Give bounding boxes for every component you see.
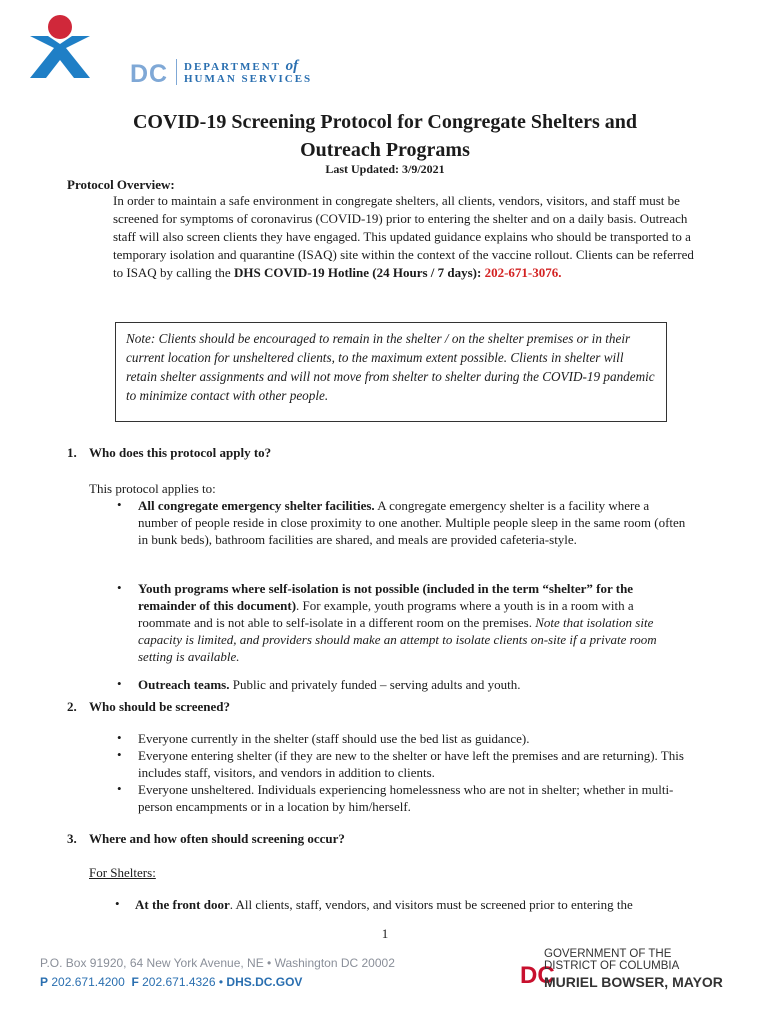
list-item: Outreach teams. Public and privately funded – serving adults and youth. xyxy=(138,677,521,692)
hotline-number[interactable]: 202-671-3076. xyxy=(484,265,562,280)
shelters-subheading: For Shelters: xyxy=(89,865,156,880)
agency-divider xyxy=(176,59,177,85)
overview-heading: Protocol Overview: xyxy=(67,177,175,192)
agency-dc-mark: DC xyxy=(130,60,169,88)
gov-dc-mark: DC xyxy=(520,962,555,989)
dc-government-logo xyxy=(520,948,740,992)
footer-website-link[interactable]: DHS.DC.GOV xyxy=(226,975,303,989)
agency-line1: DEPARTMENT of xyxy=(184,58,299,74)
bullet-icon: • xyxy=(117,747,122,762)
bullet-icon: • xyxy=(117,781,122,796)
page-number: 1 xyxy=(381,926,389,941)
section1-heading: 1. Who does this protocol apply to? xyxy=(67,445,272,460)
gov-line1: GOVERNMENT OF THE xyxy=(544,948,672,960)
section1-intro: This protocol applies to: xyxy=(89,481,216,496)
dhs-logo-icon xyxy=(28,14,92,80)
last-updated: Last Updated: 3/9/2021 xyxy=(325,162,445,176)
note-box: Note: Clients should be encouraged to remain in the shelter / on the shelter premises or in their current location for unsheltered clients, to the maximum extent possible. Clients in shelter will retain shelter assignments and will not move from shelter to shelter during the COVID-19 pandemic to minimize contact with other people. xyxy=(115,322,667,422)
section3-heading: 3. Where and how often should screening occur? xyxy=(67,831,345,846)
bullet-icon: • xyxy=(117,497,122,512)
agency-wordmark xyxy=(100,58,340,88)
page-title: COVID-19 Screening Protocol for Congregate Shelters and Outreach Programs xyxy=(132,111,638,161)
section2-heading: 2. Who should be screened? xyxy=(67,699,230,714)
list-item: At the front door. All clients, staff, vendors, and visitors must be screened prior to entering the xyxy=(135,897,633,912)
bullet-icon: • xyxy=(117,676,122,691)
list-item: Everyone entering shelter (if they are new to the shelter or have left the premises and are returning). This includes staff, visitors, and vendors in addition to clients. xyxy=(138,748,684,780)
footer-contact: P 202.671.4200 F 202.671.4326 • DHS.DC.GOV xyxy=(40,975,303,989)
list-item: Youth programs where self-isolation is not possible (included in the term “shelter” for the remainder of this document). For example, youth programs where a youth is in a room with a roommate and is not able to self-isolate in a different room on the premises. Note that isolation site capacity is limited, and providers should make an attempt to isolate clients on-site if a private room setting is available. xyxy=(138,581,657,664)
bullet-icon: • xyxy=(117,580,122,595)
list-item: All congregate emergency shelter facilities. A congregate emergency shelter is a facility where a number of people reside in close proximity to one another. Multiple people sleep in the same room (often in bunk beds), bathroom facilities are shared, and meals are provided cafeteria-style. xyxy=(138,498,686,547)
footer-address: P.O. Box 91920, 64 New York Avenue, NE • Washington DC 20002 xyxy=(40,956,395,970)
gov-mayor: MURIEL BOWSER, MAYOR xyxy=(544,974,723,990)
bullet-icon: • xyxy=(117,730,122,745)
list-item: Everyone unsheltered. Individuals experiencing homelessness who are not in shelter; whether in multi-person encampments or in a location by him/herself. xyxy=(138,782,674,814)
overview-paragraph: In order to maintain a safe environment in congregate shelters, all clients, vendors, visitors, and staff must be screened for symptoms of coronavirus (COVID-19) prior to entering the shelter and on a daily basis. Outreach staff will also screen clients they have engaged. This updated guidance explains who should be transported to a temporary isolation and quarantine (ISAQ) site within the context of the vaccine rollout. Clients can be referred to ISAQ by calling the DHS COVID-19 Hotline (24 Hours / 7 days): 202-671-3076. xyxy=(113,193,694,280)
agency-line2: HUMAN SERVICES xyxy=(184,73,313,85)
bullet-icon: • xyxy=(115,896,120,911)
hotline-label: DHS COVID-19 Hotline (24 Hours / 7 days): xyxy=(233,265,482,280)
list-item: Everyone currently in the shelter (staff should use the bed list as guidance). xyxy=(138,731,530,746)
gov-line2: DISTRICT OF COLUMBIA xyxy=(544,960,680,972)
